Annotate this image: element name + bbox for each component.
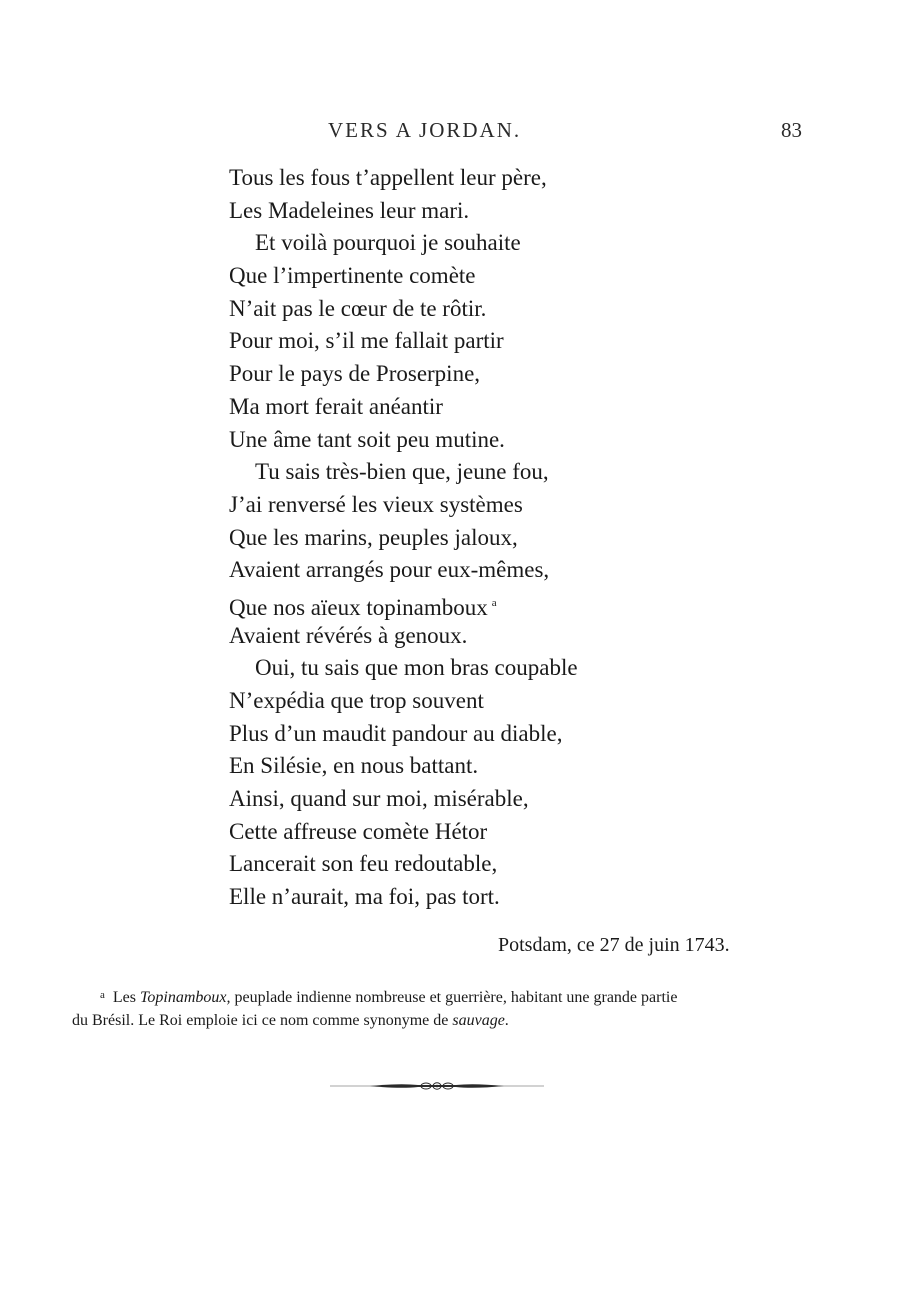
poem-line: Pour le pays de Proserpine, [229, 361, 481, 387]
poem-line: Tous les fous t’appellent leur père, [229, 165, 547, 190]
footnote-emphasis: Topinamboux, [140, 989, 231, 1006]
fleuron-ornament-icon [330, 1078, 544, 1094]
poem [229, 162, 789, 914]
poem-line: Que l’impertinente comète [229, 263, 476, 289]
footnote-text: du Brésil. Le Roi emploie ici ce nom comme synonyme de [72, 1012, 449, 1029]
poem-line-with-note [229, 587, 789, 620]
footnote [72, 984, 812, 1032]
poem-line: Que les marins, peuples jaloux, [229, 524, 518, 550]
poem-line: J’ai renversé les vieux systèmes [229, 491, 523, 517]
poem-line: N’expédia que trop souvent [229, 688, 484, 713]
footnote-line [72, 1009, 812, 1032]
footnote-line [72, 984, 812, 1009]
poem-line: Plus d’un maudit pandour au diable, [229, 720, 563, 746]
footnote-text: Les [112, 989, 136, 1006]
poem-line: Les Madeleines leur mari. [229, 197, 470, 223]
poem-line: Lancerait son feu redoutable, [229, 851, 498, 877]
poem-line: En Silésie, en nous battant. [229, 753, 479, 779]
poem-line: Elle n’aurait, ma foi, pas tort. [229, 884, 500, 910]
running-head [0, 118, 900, 148]
footnote-reference[interactable]: a [491, 596, 497, 609]
poem-line: Une âme tant soit peu mutine. [229, 426, 505, 452]
footnote-emphasis: sauvage [452, 1012, 505, 1029]
poem-line: Ainsi, quand sur moi, misérable, [229, 786, 529, 812]
poem-line: N’ait pas le cœur de te rôtir. [229, 295, 487, 321]
poem-line: Oui, tu sais que mon bras coupable [255, 655, 578, 681]
poem-line: Tu sais très-bien que, jeune fou, [255, 459, 549, 485]
poem-line: Avaient arrangés pour eux-mêmes, [229, 557, 550, 583]
page-title: VERS A JORDAN. [328, 118, 522, 142]
poem-line: Ma mort ferait anéantir [229, 393, 443, 419]
page-number: 83 [781, 118, 802, 142]
poem-line: Pour moi, s’il me fallait partir [229, 328, 504, 354]
dateline: Potsdam, ce 27 de juin 1743. [498, 934, 730, 956]
footnote-mark: a [100, 989, 105, 1001]
footnote-text: . [504, 1012, 509, 1029]
poem-line-text: Que nos aïeux topinamboux [229, 594, 488, 620]
footnote-text: peuplade indienne nombreuse et guerrière, habitant une grande partie [234, 989, 678, 1006]
poem-line: Cette affreuse comète Hétor [229, 818, 488, 844]
poem-line: Et voilà pourquoi je souhaite [255, 230, 521, 256]
poem-line: Avaient révérés à genoux. [229, 622, 468, 648]
